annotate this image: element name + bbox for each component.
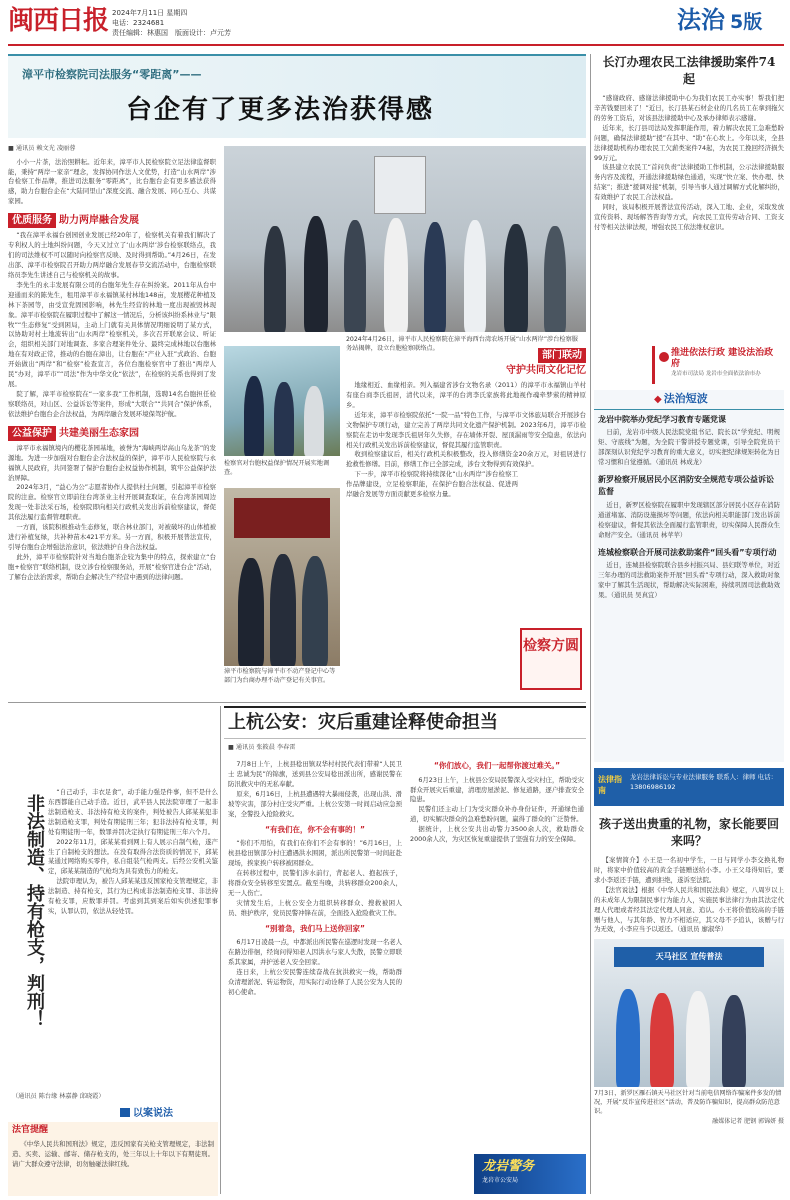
lead-title: 台企有了更多法治获得感 — [126, 95, 435, 125]
paragraph: 6月23日上午，上杭县公安局民警深入受灾村庄，帮助受灾群众开展灾后重建，清理房屋淤泥、修复道路，逐户排查安全隐患。 — [410, 775, 584, 804]
promo-subtext: 龙岩市司法局 龙岩市全面依法治市办 — [671, 371, 761, 377]
paragraph: 一方面，该院积极推动生态修复，联合林业部门，对被破坏的山体植被进行补植复绿，共补种苗木421平方米。另一方面，积极开展普法宣传，引导台胞台企增强法治意识，依法维护自身合法权益。 — [8, 523, 216, 551]
paragraph: 法院审理认为，被告人邱某某违反国家枪支管理规定，非法制造、持有枪支，其行为已构成非法制造枪支罪、非法持有枪支罪，应数罪并罚。考虑到其到案后如实供述犯罪事实，认罪认罚，依法从轻处罚。 — [48, 877, 218, 916]
paragraph: 连日来，上杭公安民警连续奋战在抗洪救灾一线，帮助群众清理淤泥、转运物资，用实际行动诠释了人民公安为人民的初心使命。 — [228, 967, 402, 996]
paragraph: 同时，该局积极开展普法宣传活动，深入工地、企业，采取发放宣传资料、现场解答咨询等方式，向农民工宣传劳动合同、工资支付等相关法律法规，增强农民工依法维权意识。 — [594, 203, 784, 231]
photo-community-education — [594, 939, 784, 1087]
paragraph: “我在漳平永福台创园创业发展已经20年了，检察机关有着我们解决了专利权人的土地纠纷问题，今天又过立了‘山水两岸’涉台检察联络点，我们的司法维权不可以随时向检察官反映、及时得到帮助。”4月26日，在发出部、漳平市检察院召开助力两岸融合发展春节交流活动中，台胞检察联络员李先生讲述自己与检察机关的故事。 — [8, 231, 216, 279]
paragraph: 民警们还主动上门为受灾群众补办身份证件，开通绿色通道，切实解决群众的急难愁盼问题，赢得了群众的广泛赞誉。 — [410, 805, 584, 824]
paragraph: 近年来，漳平市检察院依托“一院一品”特色工作，与漳平市文体旅局联合开展涉台文物保护专项行动，建立完善了两岸共同文化遗产保护机制。2023年6月，漳平市检察院在走访中发现李氏祖居年久失修，存在墙体开裂、屋顶漏雨等安全隐患，依法向相关行政机关发出诉前检察建议，督促其履行监管职责。 — [346, 410, 586, 449]
police-brand-banner — [474, 1154, 586, 1194]
article-title: 上杭公安：灾后重建诠释使命担当 — [224, 706, 586, 739]
masthead-editors: 责任编辑：林惠国 版面设计：卢元芳 — [112, 29, 231, 37]
paragraph: 近年来，长汀县司法局发挥职能作用，着力解决农民工急难愁盼问题，确保法律援助“援”在其中、“助”在心坎上。今年以来，全县法律援助机构办理农民工欠薪类案件74起，为农民工挽回经济损失99万元。 — [594, 123, 784, 162]
paragraph: 原来，6月16日，上杭县遭遇特大暴雨侵袭，出现山洪、滑坡等灾害，部分村庄受灾严重。上杭公安第一时间启动应急预案，全警投入抢险救灾。 — [228, 789, 402, 818]
paragraph: “感谢政府、感谢法律援助中心为我们农民工办实事！帮我们把辛苦钱要回来了！”近日，长汀县某石材企业的几名员工在拿到拖欠的劳务工资后，对该县法律援助中心及承办律师表示感谢。 — [594, 94, 784, 122]
section-head-1 — [8, 213, 216, 228]
subhead: “别着急，我们马上送你回家” — [265, 923, 365, 933]
paragraph: 据统计，上杭公安共出动警力3500余人次，救助群众2000余人次，为灾区恢复重建提供了坚强有力的安全保障。 — [410, 825, 584, 844]
photo-plaque-unveiling — [224, 146, 586, 332]
briefs-section — [594, 390, 784, 762]
subhead: “你们放心，我们一起帮你渡过难关。” — [433, 761, 561, 770]
newspaper-logo: 闽西日报 — [8, 6, 109, 36]
masthead-divider — [8, 44, 784, 46]
photo-caption: 漳平市检察院与漳平市不动产登记中心等部门为台商办理不动产登记有关事宜。 — [224, 668, 336, 684]
promo-badge-icon — [659, 352, 669, 362]
judge-note — [8, 1122, 218, 1196]
photo-credit: 融媒体记者 肥钢 郭锦妍 摄 — [712, 1118, 784, 1126]
community-sign: 天马社区 宣传普法 — [614, 947, 764, 967]
brief-title: 龙岩中院举办党纪学习教育专题党课 — [598, 415, 726, 424]
photo-property-registration — [224, 488, 340, 666]
paragraph: 2022年11月，邱某某看到网上有人展示自制气枪，遂产生了自制枪支的想法。在没有取得合法资质的情况下，邱某某通过网络购买零件，私自组装气枪两支。后经公安机关鉴定，邱某某制造的气枪均为具有致伤力的枪支。 — [48, 837, 218, 876]
law-firm-ad — [594, 768, 784, 806]
paragraph: 该县建立农民工“首问负责”法律援助工作机制，公示法律援助服务内容及流程，开通法律援助绿色通道，实现“快立案、快办理、快结案”；推进“援调对接”机制，引导当事人通过调解方式化解纠纷，有效维护了农民工合法权益。 — [594, 163, 784, 202]
prosecution-stamp: 检察方圆 — [520, 628, 582, 690]
promo-text: 推进依法行政 建设法治政府 — [671, 348, 774, 369]
brief-text: 近日，连城县检察院联合县乡村振兴局、县妇联等单位，对近三年办理的司法救助案件开展“回头看”专项行动，深入救助对象家中了解其生活现状，帮助解决实际困难，持续巩固司法救助效果。（通讯员 吴真宜） — [598, 560, 780, 599]
paragraph: 漳平市永福镇境内的樱花茶园基地，被誉为“海峡两岸高山乌龙茶”的发源地。为进一步加强对台胞台企合法权益的保护，漳平市人民检察院与永福镇人民政府，共同签署了保护台胞台企权益协作机制，筑牢公益保护法治屏障。 — [8, 443, 216, 482]
row-divider — [8, 702, 586, 703]
brand-title: 龙岩警务 — [482, 1159, 535, 1174]
note-text: 《中华人民共和国刑法》规定，违反国家有关枪支管理规定，非法制造、买卖、运输、邮寄、储存枪支的，处三年以上十年以下有期徒刑。请广大群众遵守法律，切勿触碰法律红线。 — [12, 1139, 214, 1168]
column-divider — [220, 706, 221, 1194]
lead-byline: ■ 通讯员 赖文光 凌丽蓉 — [8, 145, 76, 152]
paragraph: 【法官说法】根据《中华人民共和国民法典》规定，八周岁以上的未成年人为限制民事行为能力人，实施民事法律行为由其法定代理人代理或者经其法定代理人同意、追认。小王将价值较高的手链赠与他人，与其年龄、智力不相适应，其父母不予追认，该赠与行为无效，小李应当予以返还。（通讯员 廖淑华） — [594, 885, 784, 934]
subhead: “有我们在，你不会有事的！” — [265, 824, 365, 834]
masthead — [0, 0, 790, 46]
photo-caption: 7月3日，新罗区雁石镇天马社区针对当前电信网络诈骗案件多发的情况，开展“反诈宣传进社区”活动，普及防诈骗知识，提高群众防范意识。 — [594, 1090, 782, 1116]
article-title: 孩子送出贵重的礼物，家长能要回来吗？ — [598, 817, 779, 848]
article-title: 长汀办理农民工法律援助案件74起 — [602, 55, 776, 86]
masthead-date: 2024年7月11日 星期四 — [112, 9, 188, 17]
gun-case-article — [8, 788, 218, 1196]
section-head-2 — [8, 426, 216, 441]
briefs-title: 法治短波 — [663, 392, 708, 405]
photo-caption: 检察官对台胞权益保护情况开展实地调查。 — [224, 460, 330, 476]
section-head-3 — [346, 348, 586, 378]
paragraph: 收到检察建议后，相关行政机关积极整改，投入修缮资金20余万元，对祖居进行抢救性修缮。目前，修缮工作已全部完成，涉台文物得到有效保护。 — [346, 450, 586, 469]
lead-column — [8, 142, 216, 700]
lead-kicker: 漳平市检察院司法服务“零距离”—— — [22, 68, 202, 81]
rule-of-law-promo — [652, 346, 784, 384]
section-name: 法治 — [677, 6, 725, 34]
page-number: 5版 — [730, 11, 763, 33]
case-study-badge — [120, 1106, 173, 1122]
book-icon — [120, 1108, 130, 1117]
paragraph: 院了解，漳平市检察院在“一家多我”工作机制，选聘14名台胞担任检察联络员，对山区、公益诉讼等案件，形成“大联合”“共同合”保护体系，依法维护台胞台企合法权益，为两岸融合发展环境保驾护航。 — [8, 389, 216, 418]
article-title-vertical: 非法制造、持有枪支，判刑！ — [24, 794, 45, 1028]
paragraph: 下一步，漳平市检察院将持续深化“山水两岸”涉台检察工作品牌建设，立足检察职能，在保护台胞合法权益、促进两岸融合发展等方面贡献更多检察力量。 — [346, 470, 518, 499]
paragraph: 此外，漳平市检察院针对当地台胞茶企较为集中的特点，探索建立“台胞+检察官”联络机制，设立涉台检察服务站，开展“检察官进台企”活动，了解台企法治需求，帮助台企解决生产经营中遇到的法律问题。 — [8, 552, 216, 581]
section-subtitle: 共建美丽生态家园 — [59, 427, 139, 439]
masthead-phone: 电话：2324681 — [112, 19, 165, 27]
brief-text: 日前，龙岩市中级人民法院党组书记、院长以“学党纪、明规矩、守底线”为题，为全院干警讲授专题党课，引导全院党员干部深刻认识党纪学习教育的重大意义，切实把纪律规矩转化为日常习惯和自觉遵循。（通讯员 林成龙） — [598, 428, 780, 467]
brief-title: 连城检察联合开展司法救助案件“回头看”专项行动 — [598, 547, 777, 557]
paragraph: 2024年3月，“益心为公”志愿者协作人提供村土问题，引起漳平市检察院的注意。检察官立即前往台湾茶业主村开展调查取证，在台湾茶园周边发现一处非法采石场，检察院即向相关行政机关发出诉前检察建议，督促其依法履行监督管理职责。 — [8, 483, 216, 522]
paragraph: 灾情发生后，上杭公安全力组织转移群众、搜救被困人员、维护秩序，党员民警冲锋在前，全面投入抢险救灾工作。 — [228, 898, 402, 917]
gift-article — [594, 812, 784, 1196]
police-byline: ■ 通讯员 张筱晨 李春雷 — [228, 744, 296, 751]
case-study-label: 以案说法 — [133, 1108, 173, 1119]
police-article — [224, 706, 586, 1196]
section-subtitle: 守护共同文化记忆 — [506, 365, 586, 376]
gun-case-byline: （通讯员 陈台缘 林嘉静 邱晓霞） — [12, 1093, 105, 1100]
photo-field-inspection — [224, 346, 340, 456]
paragraph: 李先生的永丰发展有限公司的台胞年先生存在纠纷案。2011年从台中迎通而来的陈先生，租用漳平市永福镇某村林地148亩，发展樱花种植及林下茶园等，由受宣党固园影响，林先生经营的林地一度出现被毁林现象。漳平市检察院在履职过程中了解这一情况后，分析该纠纷系林业与“限牧”“生态修复”受到困局，主动上门就有关具体情况明细说明了某方式，以协助对村土地流转出“山水两岸”检察机关，多次召开联席会议、听证会，组织相关部门对地调查、多家合理案件处分、最终完成林地以台胞林地在有对政正常，推动的台胞在漳出，让台胞在“产业入驻”式政治、台胞开始做出“两岸”和“检察”检查宣言，各位台胞检察官中了推出“两岸人民”办对，漳平市”“司法”作为中华文化“依法”，在检察的关系也得到了发展。 — [8, 280, 216, 389]
section-tag: 公益保护 — [8, 426, 56, 441]
ad-tag: 法律指南 — [598, 775, 622, 795]
legal-aid-article — [594, 54, 784, 346]
section-tag: 部门联动 — [538, 348, 586, 363]
brand-subtitle: 龙岩市公安局 — [482, 1177, 519, 1184]
column-divider — [590, 54, 591, 1194]
section-subtitle: 助力两岸融合发展 — [59, 215, 139, 227]
briefs-header-icon: ◆ — [654, 394, 662, 405]
briefs-header — [594, 390, 784, 410]
photo-caption: 2024年4月26日，漳平市人民检察院在漳平海西台湾农场开展“山水两岸”涉台检察服务站揭牌，设立台胞检察联络点。 — [346, 336, 578, 352]
ad-text: 龙岩法律诉讼与专业法律服务 联系人：律师 电话：13806986192 — [630, 773, 778, 791]
lead-banner — [8, 54, 586, 138]
paragraph: 在转移过程中，民警们涉水前行，背起老人、抱起孩子，将群众安全转移至安置点。截至当晚，共转移群众200余人，无一人伤亡。 — [228, 868, 402, 897]
paragraph: 【案情简介】小王是一名初中学生，一日与同学小李交换礼物时，将家中价值较高的黄金手链赠送给小李。小王父母得知后，要求小李返还手链，遭到拒绝，遂诉至法院。 — [594, 856, 784, 884]
note-title: 法官提醒 — [12, 1125, 49, 1135]
brief-title: 新罗检察开展居民小区消防安全规范专项公益诉讼监督 — [598, 475, 774, 497]
paragraph: 7月8日上午，上杭县稔田镇双华村村民代表们带着“人民卫士 忠诚为民”的锦旗，送到县公安局稔田派出所，感谢民警在防汛救灾中的无私奉献。 — [228, 760, 402, 788]
section-tag: 优质服务 — [8, 213, 56, 228]
paragraph: “你们不用怕，有我们在你们不会有事的！”6月16日，上杭县稔田镇部分村庄遭遇洪水围困，派出所民警第一时间赶赴现场，挨家挨户转移被困群众。 — [228, 839, 402, 867]
photo-plaque — [374, 156, 426, 214]
brief-text: 近日，新罗区检察院在履职中发现辖区部分居民小区存在消防通道堵塞、消防设施损坏等问题，依法向相关职能部门发出诉前检察建议，督促其依法全面履行监管职责，切实保障人民群众生命财产安全。（通讯员 林苹苹） — [598, 500, 780, 539]
paragraph: “自己动手，丰衣足食”，动手能力强是件事，但不是什么东西都能自己动手造。近日，武平县人民法院审理了一起非法制造枪支、非法持有枪支的案件，判处被告人邱某某犯非法制造枪支罪，判处有期徒刑三年；犯非法持有枪支罪，判处有期徒刑一年，数罪并罚决定执行有期徒刑三年六个月。 — [48, 788, 218, 836]
paragraph: 地缘相近、血缘相亲。列入福建省涉台文物名录（2011）的漳平市永福镇山羊村有座台商李氏祖居，清代以来，漳平的台湾李氏家族将此地视作魂牵梦萦的精神原乡。 — [346, 381, 586, 409]
paragraph: 6月17日凌晨一点，中都派出所民警在巡逻时发现一名老人在路边徘徊，经询问得知老人因洪水与家人失散，民警立即联系其家属，并护送老人安全回家。 — [228, 938, 402, 966]
lead-intro: 小小一片茶，法治照耕耘。近年来，漳平市人民检察院立足法律监督职能，秉持“两岸一家亲”理念，发挥协同作法人文优势，打造“山水两岸”涉台检察工作品牌，推进司法服务“零距离”，比台胞台企有更多感法获得感，助力台胞台企在“大陆同里山”深度交流、融合发展、同心互心、共谋家园。 — [8, 157, 216, 206]
